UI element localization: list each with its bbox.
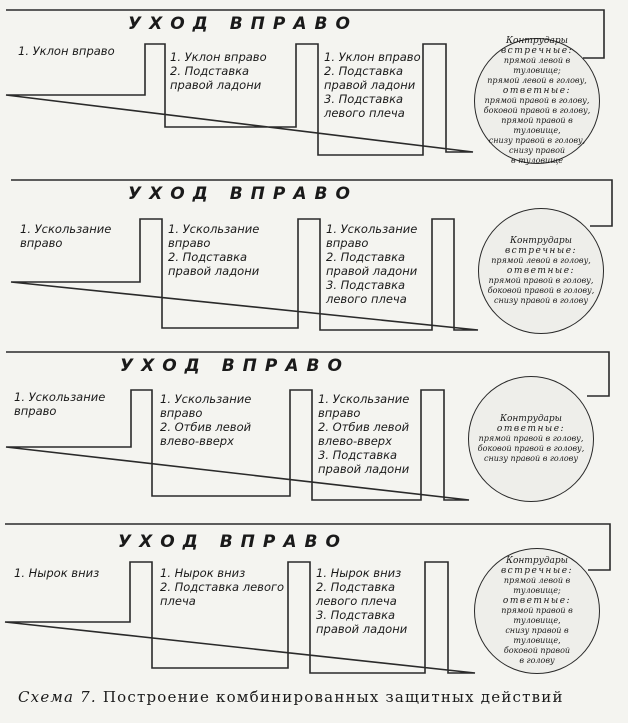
panel-2-col-3-item: 3. Подставка левого плеча bbox=[326, 278, 407, 306]
panel-2-col-2-item: 1. Ускользание вправо bbox=[168, 222, 260, 250]
figure-caption bbox=[18, 688, 564, 706]
caption-label: Схема 7. bbox=[18, 688, 97, 706]
panel-1-circle-line: встречные: bbox=[500, 46, 574, 56]
panel-3-col-2 bbox=[160, 392, 285, 448]
panel-2-circle-line: снизу правой в голову bbox=[494, 296, 588, 305]
panel-4-circle-line: ответные: bbox=[502, 596, 572, 606]
panel-2-col-3-item: 2. Подставка правой ладони bbox=[326, 250, 418, 278]
panel-3-col-3-item: 3. Подставка правой ладони bbox=[318, 448, 410, 476]
panel-1-col-1-item: 1. Уклон вправо bbox=[18, 44, 115, 58]
panel-1-circle-line: боковой правой в голову, bbox=[483, 106, 591, 115]
panel-1-col-3 bbox=[324, 50, 424, 120]
panel-3-circle-line: снизу правой в голову bbox=[484, 454, 578, 463]
panel-1-col-3-item: 2. Подставка правой ладони bbox=[324, 64, 416, 92]
panel-1-title: УХОД ВПРАВО bbox=[128, 14, 358, 34]
panel-3-circle-line: боковой правой в голову, bbox=[477, 444, 585, 453]
panel-4-col-2 bbox=[160, 566, 285, 608]
panel-2-col-2 bbox=[168, 222, 283, 278]
panel-3-col-1 bbox=[14, 390, 124, 418]
panel-3-col-3-item: 2. Отбив левой влево-вверх bbox=[318, 420, 410, 448]
panel-4-circle-line: прямой левой в туловище; bbox=[503, 576, 571, 595]
panel-1-circle-line: ответные: bbox=[502, 86, 572, 96]
panel-1-circle-line: прямой правой в голову, bbox=[484, 96, 590, 105]
panel-2-col-1 bbox=[20, 222, 135, 250]
panel-3-circle-line: прямой правой в голову, bbox=[478, 434, 584, 443]
panel-2-circle-line: боковой правой в голову, bbox=[487, 286, 595, 295]
panel-4-col-2-item: 2. Подставка левого плеча bbox=[160, 580, 285, 608]
panel-1-circle-line: снизу правой в голову, bbox=[488, 136, 586, 145]
panel-4-counterpunch-circle bbox=[474, 548, 600, 674]
panel-1-circle-line: прямой левой в голову, bbox=[487, 76, 587, 85]
panel-1-counterpunch-circle bbox=[474, 38, 600, 164]
panel-4-circle-line: в голову bbox=[519, 656, 555, 665]
panel-3-circle-line: ответные: bbox=[496, 424, 566, 434]
panel-3-col-3 bbox=[318, 392, 423, 476]
panel-4-col-3-item: 1. Нырок вниз bbox=[316, 566, 402, 580]
panel-4-circle-line: прямой правой в туловище, bbox=[501, 606, 573, 625]
caption-text: Построение комбинированных защитных действий bbox=[102, 688, 564, 706]
panel-2-title: УХОД ВПРАВО bbox=[128, 184, 358, 204]
panel-1-col-2-item: 2. Подставка правой ладони bbox=[170, 64, 262, 92]
panel-1-circle-line: прямой правой в туловище, bbox=[501, 116, 573, 135]
panel-1-col-3-item: 3. Подставка левого плеча bbox=[324, 92, 405, 120]
panel-4-circle-line: боковой правой bbox=[503, 646, 571, 655]
panel-1-circle-heading: Контрудары bbox=[506, 36, 568, 46]
panel-4-circle-line: встречные: bbox=[500, 566, 574, 576]
panel-1-col-2 bbox=[170, 50, 286, 92]
panel-4-col-3-item: 3. Подставка правой ладони bbox=[316, 608, 408, 636]
panel-2-circle-line: прямой левой в голову, bbox=[491, 256, 591, 265]
panel-3-circle-heading: Контрудары bbox=[500, 414, 562, 424]
panel-2-col-1-item: 1. Ускользание вправо bbox=[20, 222, 112, 250]
panel-2-counterpunch-circle bbox=[478, 208, 604, 334]
panel-4-col-2-item: 1. Нырок вниз bbox=[160, 566, 246, 580]
panel-4-circle-line: снизу правой в туловище, bbox=[505, 626, 569, 645]
panel-4-col-3-item: 2. Подставка левого плеча bbox=[316, 580, 397, 608]
panel-1-col-3-item: 1. Уклон вправо bbox=[324, 50, 421, 64]
panel-1-col-1 bbox=[18, 44, 138, 58]
panel-3-col-1-item: 1. Ускользание вправо bbox=[14, 390, 106, 418]
panel-1-circle-line: снизу правой bbox=[508, 146, 566, 155]
panel-2-circle-line: встречные: bbox=[504, 246, 578, 256]
panel-2-circle-line: ответные: bbox=[506, 266, 576, 276]
panel-1-col-2-item: 1. Уклон вправо bbox=[170, 50, 267, 64]
panel-4-col-1-item: 1. Нырок вниз bbox=[14, 566, 100, 580]
panel-3-col-2-item: 1. Ускользание вправо bbox=[160, 392, 252, 420]
panel-3-col-3-item: 1. Ускользание вправо bbox=[318, 392, 410, 420]
panel-3-title: УХОД ВПРАВО bbox=[120, 356, 350, 376]
panel-3-col-2-item: 2. Отбив левой влево-вверх bbox=[160, 420, 252, 448]
panel-1-circle-line: прямой левой в туловище; bbox=[503, 56, 571, 75]
panel-3-counterpunch-circle bbox=[468, 376, 594, 502]
panel-4-col-1 bbox=[14, 566, 124, 580]
panel-4-col-3 bbox=[316, 566, 424, 636]
panel-4-title: УХОД ВПРАВО bbox=[118, 532, 348, 552]
panel-2-col-3-item: 1. Ускользание вправо bbox=[326, 222, 418, 250]
panel-4-circle-heading: Контрудары bbox=[506, 556, 568, 566]
panel-2-circle-line: прямой правой в голову, bbox=[488, 276, 594, 285]
panel-2-col-2-item: 2. Подставка правой ладони bbox=[168, 250, 260, 278]
panel-1-circle-line: в туловище bbox=[511, 156, 563, 165]
panel-2-col-3 bbox=[326, 222, 436, 306]
panel-2-circle-heading: Контрудары bbox=[510, 236, 572, 246]
